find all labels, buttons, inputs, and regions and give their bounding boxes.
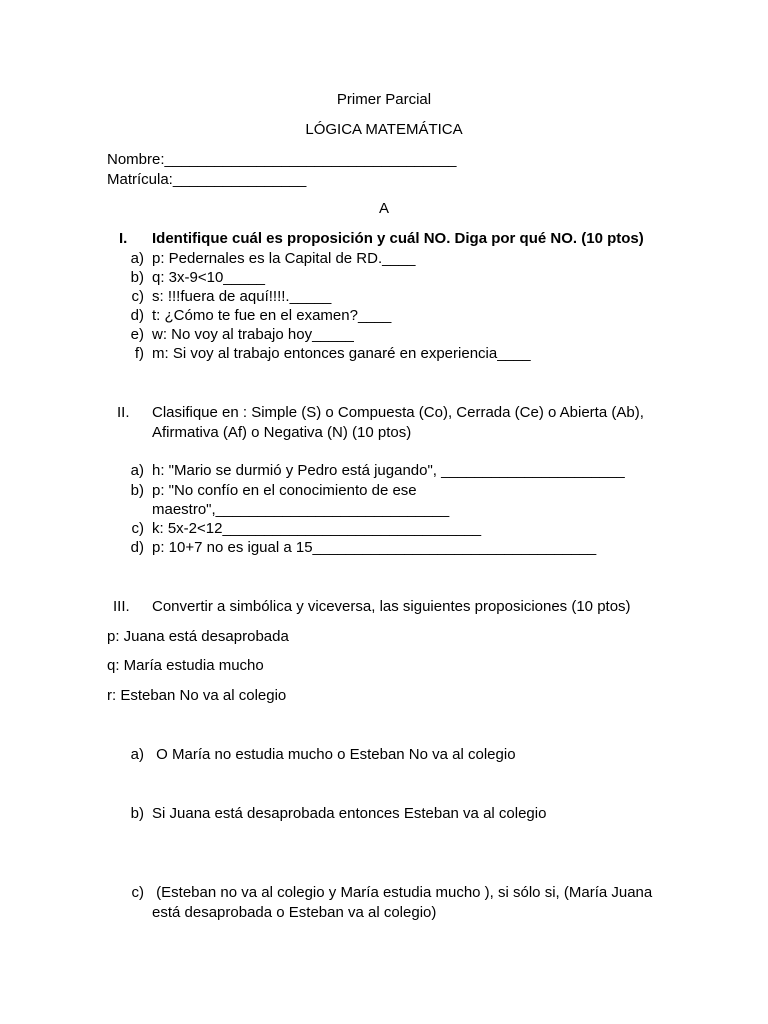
section-2-item-marker: c) [131, 520, 144, 537]
section-2-item-marker: d) [130, 539, 144, 556]
section-2-item-marker: b) [130, 482, 144, 499]
section-3-numeral: III. [113, 598, 130, 615]
section-3-item-marker: b) [130, 805, 144, 822]
section-1-item-text: w: No voy al trabajo hoy_____ [152, 326, 354, 343]
section-1-item-marker: a) [130, 250, 144, 267]
section-2-item-text: h: "Mario se durmió y Pedro está jugando", ______________________ [152, 462, 625, 479]
section-3-item-marker: a) [130, 746, 144, 763]
section-3-item-text: O María no estudia mucho o Esteban No va al colegio [152, 746, 516, 763]
proposition-definition: p: Juana está desaprobada [107, 628, 289, 645]
section-2-heading-line-2: Afirmativa (Af) o Negativa (N) (10 ptos) [152, 424, 412, 441]
section-3-item-marker: c) [131, 884, 144, 901]
section-1-item-marker: f) [134, 345, 144, 362]
section-3-item-text: Si Juana está desaprobada entonces Esteban va al colegio [152, 805, 547, 822]
section-1-item-text: s: !!!fuera de aquí!!!!._____ [152, 288, 332, 305]
section-2-heading-line-1: Clasifique en : Simple (S) o Compuesta (Co), Cerrada (Ce) o Abierta (Ab), [152, 404, 644, 421]
exam-version: A [378, 200, 389, 217]
section-1-item-text: q: 3x-9<10_____ [152, 269, 266, 286]
section-1-numeral: I. [119, 230, 128, 247]
section-3-heading: Convertir a simbólica y viceversa, las siguientes proposiciones (10 ptos) [152, 598, 631, 615]
section-1-item-marker: c) [131, 288, 144, 305]
section-3-item-text: (Esteban no va al colegio y María estudia mucho ), si sólo si, (María Juana [152, 884, 653, 901]
section-2-item-text: p: 10+7 no es igual a 15__________________________________ [152, 539, 597, 556]
section-1-item-marker: b) [130, 269, 144, 286]
section-1-item-marker: d) [130, 307, 144, 324]
section-2-item-text-continued: maestro",____________________________ [152, 501, 450, 518]
name-field-line: Nombre:___________________________________ [107, 151, 457, 168]
section-2-item-text: p: "No confío en el conocimiento de ese [152, 482, 417, 499]
section-3-item-text-continued: está desaprobada o Esteban va al colegio) [152, 904, 437, 921]
section-2-numeral: II. [117, 404, 130, 421]
proposition-definition: r: Esteban No va al colegio [107, 687, 287, 704]
section-1-item-text: t: ¿Cómo te fue en el examen?____ [152, 307, 392, 324]
section-2-item-text: k: 5x-2<12_______________________________ [152, 520, 482, 537]
proposition-definition: q: María estudia mucho [107, 657, 264, 674]
section-2-item-marker: a) [130, 462, 144, 479]
section-1-item-marker: e) [130, 326, 144, 343]
exam-title: Primer Parcial [336, 91, 432, 108]
id-field-line: Matrícula:________________ [107, 171, 307, 188]
subject-title: LÓGICA MATEMÁTICA [305, 121, 463, 138]
section-1-item-text: m: Si voy al trabajo entonces ganaré en experiencia____ [152, 345, 531, 362]
section-1-heading: Identifique cuál es proposición y cuál NO. Diga por qué NO. (10 ptos) [152, 230, 644, 247]
section-1-item-text: p: Pedernales es la Capital de RD.____ [152, 250, 416, 267]
